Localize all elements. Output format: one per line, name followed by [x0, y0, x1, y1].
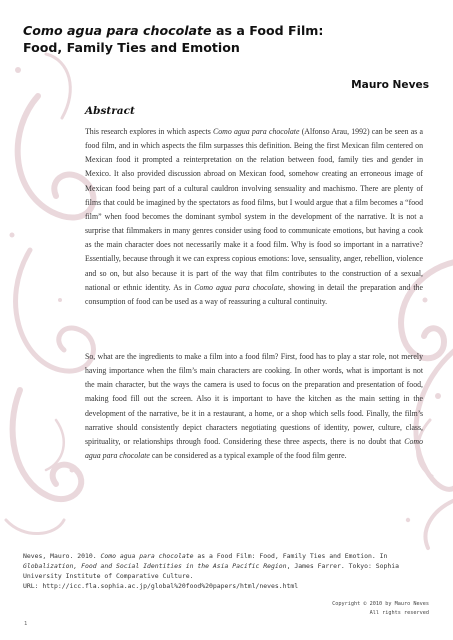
citation-text-a: Neves, Mauro. 2010. [23, 552, 101, 560]
p1-text-c: (Alfonso Arau, 1992) can be seen as a food film, and in which aspects the film surpasses this definition. Being the first Mexican film centered on Mexican food it prompted a reinterpretation on the relation between food, family ties and gender in Mexico. It also provided discussion abroad on Mexican food, somehow creating an erroneous image of Mexican food being part of a cultural cauldron involving sensuality and machismo. There are plenty of films that could be imagined by the spectators as food films, but I would argue that a film becomes a “food film” when food becomes the dominant symbol system in the development of the narrative. It is not a surprise that filmmakers in many genres consider using food to communicate emotions, but having a cook as the main character does not necessarily make it a food film. Why is food so important in a narrative? Essentially, because through it we can express copious emotions: love, sensuality, anger, rebellion, violence and so on, but also because it is part of the way that film contributes to the construction of a sexual, national or ethnic identity. As in [85, 127, 423, 292]
citation-film-title: Como agua para chocolate [100, 552, 194, 560]
title-line-1 [23, 22, 433, 39]
copyright-line-2: All rights reserved [369, 610, 429, 617]
page-number: 1 [24, 621, 28, 627]
abstract-paragraph-1 [85, 125, 423, 309]
abstract-heading: Abstract [85, 105, 135, 117]
p1-film-title: Como agua para chocolate [213, 127, 300, 136]
copyright-line-1: Copyright © 2010 by Mauro Neves [332, 601, 429, 607]
citation-text-e: , James Farrer. Tokyo: Sophia University Institute of Comparative Culture. [23, 562, 399, 581]
title-suffix: as a Food Film: [211, 23, 324, 38]
citation-block [23, 551, 428, 591]
title-film-name: Como agua para chocolate [23, 23, 212, 38]
citation-book-title: Globalization, Food and Social Identities in the Asia Pacific Region [23, 562, 287, 571]
p1-film-title-2: Como agua para chocolate [194, 282, 284, 292]
p1-text-e: , showing in detail the preparation and the consumption of food can be used as a way of reassuring a cultural continuity. [85, 282, 424, 306]
document-title [23, 22, 433, 56]
citation-text-c: as a Food Film: Food, Family Ties and Emotion. In [193, 552, 388, 560]
copyright-notice [332, 600, 429, 619]
abstract-paragraph-2 [85, 350, 423, 463]
p2-text-c: can be considered as a typical example of the food film genre. [149, 451, 347, 461]
citation-url[interactable]: URL: http://icc.fla.sophia.ac.jp/global%20food%20papers/html/neves.html [23, 582, 299, 591]
title-line-2: Food, Family Ties and Emotion [23, 40, 240, 55]
p2-film-title: Como agua para chocolate [85, 436, 423, 461]
author-name: Mauro Neves [351, 79, 429, 91]
p2-text-a: So, what are the ingredients to make a film into a food film? First, food has to play a star role, not merely having importance when the film’s main characters are cooking. In other words, what is important is not the main character, but the ways the camera is used to focus on the preparation and presentation of food, making food fill out the screen. Also it is important to have the kitchen as the main setting in the development of the narrative, be it in a restaurant, a home, or a shop which sells food. Finally, the film’s narrative should consistently depict characters negotiating questions of identity, power, culture, class, spirituality, or relationships through food. Considering these three aspects, there is no doubt that [85, 352, 423, 446]
citation-reference [23, 551, 428, 581]
p1-text-a: This research explores in which aspects [85, 127, 213, 136]
